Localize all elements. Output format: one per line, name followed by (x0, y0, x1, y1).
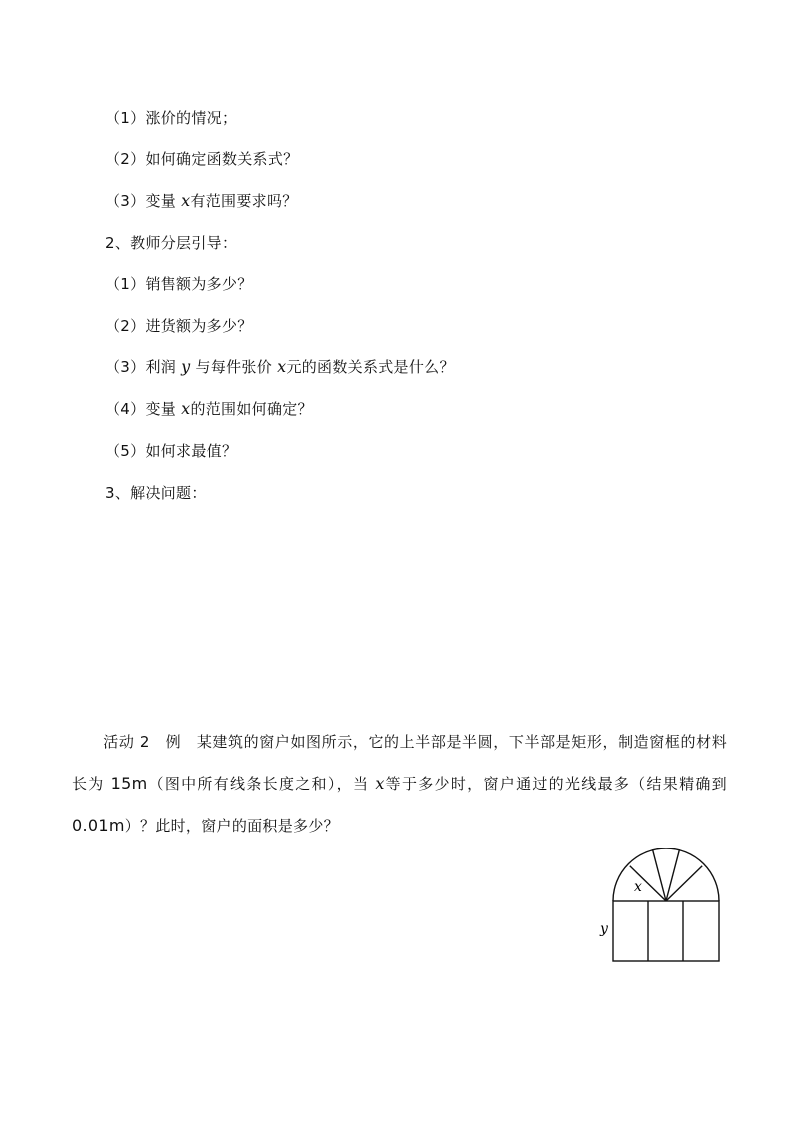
var-x: x (277, 357, 287, 376)
label-x: x (634, 879, 642, 895)
label-y: y (600, 921, 608, 937)
line-g4 (105, 399, 313, 419)
var-y: y (181, 357, 191, 376)
line-g4-pre: （4）变量 (105, 400, 182, 418)
activity-paragraph (72, 721, 727, 847)
line-g3-pre: （3）利润 (105, 358, 182, 376)
section-3-heading: 3、解决问题： (105, 484, 207, 502)
line-q3 (105, 191, 298, 211)
radius-mid-left (653, 849, 667, 901)
semicircle-arc (613, 848, 719, 901)
activity-part1: 活动 2 例 某建筑的窗户如图所示，它的上半部是半圆，下半部是矩形，制造窗框的材料长为 (72, 733, 727, 793)
section-2-heading: 2、教师分层引导： (105, 234, 238, 252)
var-x: x (181, 191, 191, 210)
line-q1: （1）涨价的情况； (105, 109, 238, 127)
radius-mid-right (666, 849, 680, 901)
line-g5: （5）如何求最值？ (105, 442, 238, 460)
activity-part4: ）？此时，窗户的面积是多少？ (124, 817, 339, 835)
window-diagram (594, 848, 724, 968)
line-g3-mid: 与每件张价 (190, 358, 278, 376)
line-g1: （1）销售额为多少？ (105, 275, 253, 293)
precision-value: 0.01m (72, 816, 125, 835)
line-g3 (105, 357, 455, 377)
line-q2: （2）如何确定函数关系式？ (105, 150, 299, 168)
line-g3-post: 元的函数关系式是什么？ (286, 358, 455, 376)
line-g4-post: 的范围如何确定？ (190, 400, 313, 418)
line-q3-post: 有范围要求吗？ (190, 192, 298, 210)
window-frame (613, 848, 719, 961)
activity-part2: （图中所有线条长度之和），当 (147, 775, 376, 793)
activity-part3: 等于多少时，窗户通过的光线最多（结果精确到 (384, 775, 727, 793)
var-x: x (181, 399, 191, 418)
radius-right (666, 866, 702, 901)
rectangle-frame (613, 901, 719, 961)
line-q3-pre: （3）变量 (105, 192, 182, 210)
var-x: x (375, 774, 385, 793)
line-g2: （2）进货额为多少？ (105, 317, 253, 335)
material-length: 15m (110, 774, 148, 793)
